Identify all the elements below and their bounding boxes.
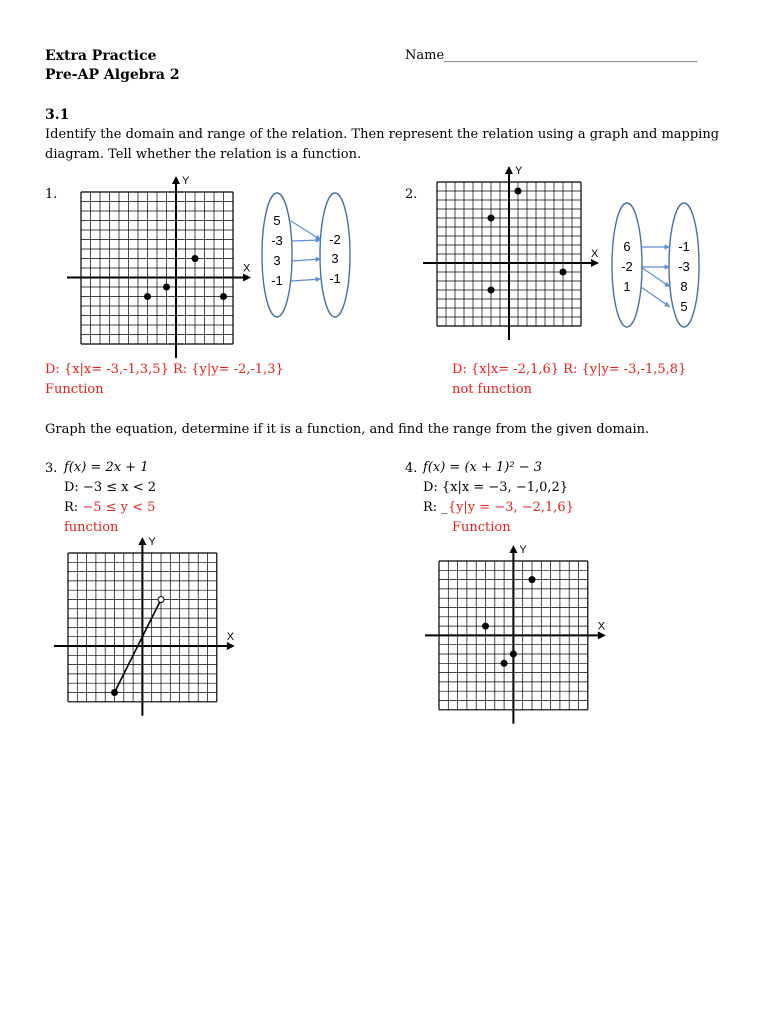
problem-4-range: [423, 500, 574, 515]
problem-4-graph: [425, 543, 610, 728]
problem-1-mapping-range-value: 3: [331, 251, 339, 266]
p4-y-axis-label: Y: [519, 544, 527, 556]
p1-x-axis-label: X: [243, 262, 251, 275]
problem-1-point: [192, 256, 198, 262]
problem-3-graph: [50, 535, 235, 720]
problem-1-mapping-domain-value: 3: [273, 253, 281, 268]
problem-2-mapping-range-value: 8: [680, 279, 688, 294]
problem-1-point: [164, 284, 170, 290]
problem-2-point: [488, 287, 494, 293]
problem-2-mapping-arrow-head: [664, 302, 670, 307]
problem-2-mapping-domain-value: 1: [623, 279, 631, 294]
name-field[interactable]: Name_______________________________________: [405, 48, 698, 63]
problem-3-function-answer: function: [64, 520, 119, 535]
p2-y-axis-arrow: [505, 166, 513, 174]
problem-2-function-answer: not function: [452, 382, 532, 397]
p3-x-axis-arrow: [227, 642, 235, 650]
problem-1-function-answer: Function: [45, 382, 104, 397]
p2-x-axis-label: X: [591, 248, 599, 260]
problem-1-mapping-domain-value: -1: [271, 273, 283, 288]
problem-4-point: [483, 623, 489, 629]
problem-3-range-label: R:: [64, 500, 83, 515]
problem-2-mapping-domain-value: 6: [623, 239, 631, 254]
problem-3-range-answer: −5 ≤ y < 5: [82, 500, 156, 515]
p1-y-axis-arrow: [172, 176, 180, 184]
problem-1-mapping-range-value: -2: [329, 232, 341, 247]
problem-3-number: 3.: [45, 461, 58, 476]
problem-2-mapping-range-value: -1: [678, 239, 690, 254]
problem-1-mapping-domain-value: 5: [273, 213, 281, 228]
problem-2-mapping-range-value: -3: [678, 259, 690, 274]
p3-y-axis-arrow: [138, 537, 146, 545]
worksheet-title: Extra Practice: [45, 48, 157, 64]
problem-1-mapping-range-value: -1: [329, 271, 341, 286]
problem-1-point: [145, 294, 151, 300]
p4-y-axis-arrow: [509, 545, 517, 553]
problem-3-domain: D: −3 ≤ x < 2: [64, 480, 157, 495]
p3-x-axis-label: X: [226, 631, 235, 643]
problem-2-point: [488, 215, 494, 221]
problem-3-equation: f(x) = 2x + 1: [64, 460, 149, 475]
problem-4-point: [529, 577, 535, 583]
problem-4-number: 4.: [405, 461, 418, 476]
p2-x-axis-arrow: [591, 259, 599, 267]
problem-2-number: 2.: [405, 187, 418, 202]
instructions-line-2: diagram. Tell whether the relation is a function.: [45, 147, 362, 162]
problem-2-point: [515, 188, 521, 194]
problem-4-point: [510, 651, 516, 657]
problem-1-graph: [67, 175, 251, 348]
course-name: Pre-AP Algebra 2: [45, 67, 180, 83]
problem-2-mapping-range-value: 5: [680, 299, 688, 314]
problem-1-number: 1.: [45, 187, 58, 202]
p4-x-axis-arrow: [598, 631, 606, 639]
problem-1-mapping-arrow-head: [315, 277, 321, 282]
p4-x-axis-label: X: [597, 620, 606, 633]
problem-2-point: [560, 269, 566, 275]
problem-2-graph: [425, 165, 610, 335]
problem-4-equation: f(x) = (x + 1)² − 3: [423, 460, 542, 475]
problem-3-closed-endpoint: [112, 690, 118, 696]
instructions-line-1: Identify the domain and range of the relation. Then represent the relation using a graph and mapping: [45, 127, 720, 142]
problem-1-domain-range-answer: D: {x|x= -3,-1,3,5} R: {y|y= -2,-1,3}: [45, 362, 284, 377]
problem-3-open-endpoint: [158, 597, 164, 603]
problem-4-function-answer: Function: [452, 520, 511, 535]
problem-4-domain: D: {x|x = −3, −1,0,2}: [423, 480, 569, 495]
p1-y-axis-label: Y: [182, 175, 190, 187]
problem-2-mapping-diagram: [608, 200, 708, 335]
section-number: 3.1: [45, 107, 70, 123]
problem-4-range-label: R: _: [423, 500, 448, 515]
problem-4-range-answer: {y|y = −3, −2,1,6}: [447, 500, 574, 515]
problem-1-mapping-diagram: [258, 190, 368, 320]
problem-2-mapping-domain-value: -2: [621, 259, 633, 274]
problem-3-range: [64, 500, 155, 515]
section-2-instructions: Graph the equation, determine if it is a function, and find the range from the given domain.: [45, 422, 650, 437]
problem-4-point: [501, 660, 507, 666]
p3-y-axis-label: Y: [148, 536, 156, 548]
p2-y-axis-label: Y: [515, 165, 523, 177]
problem-1-mapping-domain-value: -3: [271, 233, 283, 248]
problem-1-point: [221, 294, 227, 300]
problem-2-domain-range-answer: D: {x|x= -2,1,6} R: {y|y= -3,-1,5,8}: [452, 362, 687, 377]
p1-x-axis-arrow: [243, 274, 251, 282]
